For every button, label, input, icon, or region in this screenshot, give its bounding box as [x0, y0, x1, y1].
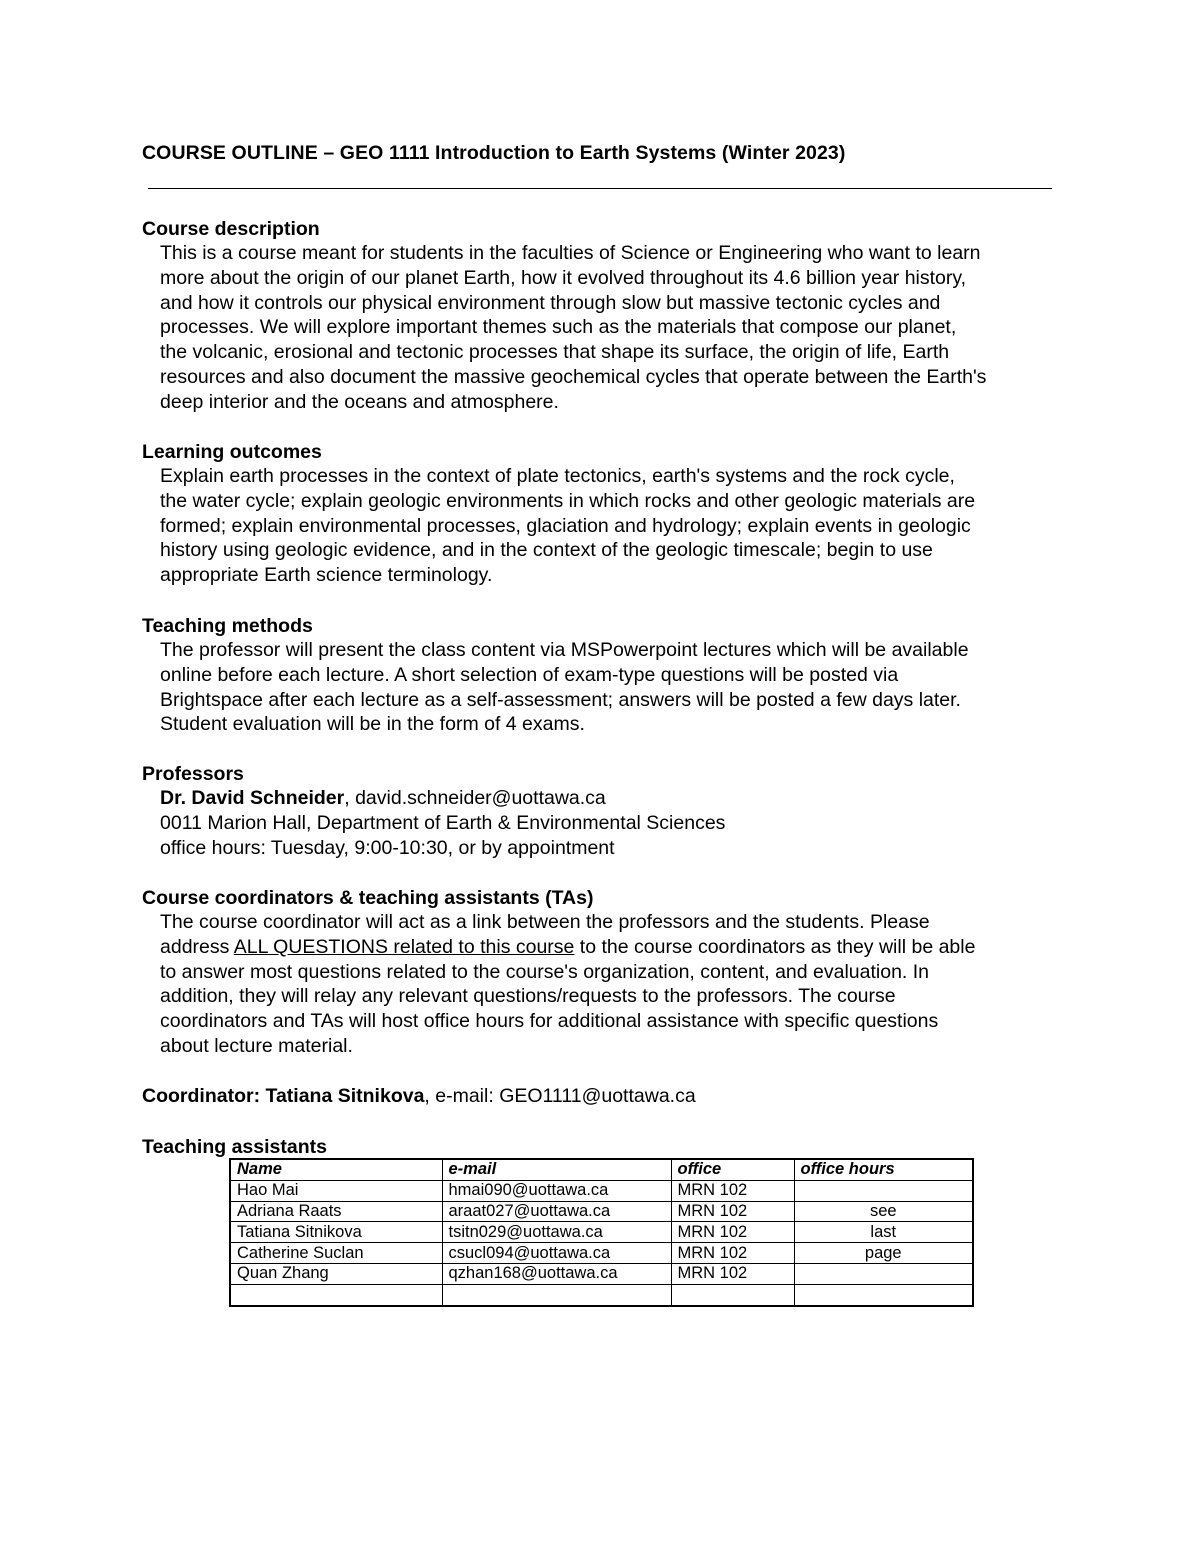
ta-email: hmai090@uottawa.ca [442, 1180, 671, 1201]
professor-email[interactable]: david.schneider@uottawa.ca [355, 787, 606, 809]
teaching-methods-heading: Teaching methods [142, 615, 313, 637]
professor-office: 0011 Marion Hall, Department of Earth & Environmental Sciences [160, 811, 726, 834]
ta-name: Adriana Raats [230, 1201, 442, 1222]
column-header-office-hours: office hours [794, 1159, 973, 1180]
coordinator-separator: , e-mail: [424, 1085, 500, 1107]
ta-name: Catherine Suclan [230, 1243, 442, 1264]
course-description-heading: Course description [142, 218, 320, 240]
ta-office-hours: page [794, 1243, 973, 1264]
ta-office-hours: last [794, 1222, 973, 1243]
professors-heading: Professors [142, 763, 244, 785]
ta-email [442, 1284, 671, 1305]
coordinators-section [142, 886, 1060, 1059]
text-line [160, 935, 1060, 960]
ta-email: qzhan168@uottawa.ca [442, 1263, 671, 1284]
professors-section [142, 762, 1060, 860]
text-line: online before each lecture. A short selection of exam-type questions will be posted via [160, 663, 899, 686]
table-row [230, 1201, 973, 1222]
text-line: the volcanic, erosional and tectonic processes that shape its surface, the origin of life, Earth [160, 341, 950, 364]
text-fragment: to the course coordinators as they will be able [574, 935, 976, 958]
table-header-row [230, 1159, 973, 1180]
text-line: resources and also document the massive geochemical cycles that operate between the Earth's [160, 365, 987, 388]
table-row [230, 1180, 973, 1201]
ta-office-hours [794, 1263, 973, 1284]
teaching-assistants-table [229, 1158, 974, 1307]
text-line: addition, they will relay any relevant questions/requests to the professors. The course [160, 985, 896, 1008]
ta-office: MRN 102 [671, 1243, 794, 1264]
text-line: processes. We will explore important themes such as the materials that compose our planet, [160, 316, 957, 339]
column-header-email: e-mail [442, 1159, 671, 1180]
teaching-assistants-section [142, 1135, 1060, 1159]
ta-office [671, 1284, 794, 1305]
text-line: appropriate Earth science terminology. [160, 564, 493, 587]
professor-name: Dr. David Schneider [160, 787, 345, 809]
text-line: Brightspace after each lecture as a self-assessment; answers will be posted a few days later. [160, 688, 961, 711]
text-line: coordinators and TAs will host office hours for additional assistance with specific questions [160, 1010, 939, 1033]
text-line: about lecture material. [160, 1034, 353, 1057]
ta-name: Tatiana Sitnikova [230, 1222, 442, 1243]
ta-office-hours [794, 1284, 973, 1305]
text-line: This is a course meant for students in the faculties of Science or Engineering who want to learn [160, 242, 981, 264]
column-header-office: office [671, 1159, 794, 1180]
coordinators-heading: Course coordinators & teaching assistants (TAs) [142, 887, 594, 909]
table-row [230, 1243, 973, 1264]
text-line: and how it controls our physical environment through slow but massive tectonic cycles and [160, 291, 941, 314]
ta-office-hours: see [794, 1201, 973, 1222]
ta-email: tsitn029@uottawa.ca [442, 1222, 671, 1243]
coordinator-email[interactable]: GEO1111@uottawa.ca [499, 1085, 696, 1107]
text-line: Explain earth processes in the context of plate tectonics, earth's systems and the rock cycle, [160, 465, 955, 487]
ta-office: MRN 102 [671, 1263, 794, 1284]
ta-name: Quan Zhang [230, 1263, 442, 1284]
course-description-section [142, 217, 1060, 415]
coordinator-line [142, 1085, 696, 1108]
professor-line [160, 786, 1060, 811]
teaching-assistants-heading: Teaching assistants [142, 1136, 327, 1158]
text-fragment: address [160, 935, 234, 958]
ta-name: Hao Mai [230, 1180, 442, 1201]
teaching-methods-text [160, 638, 1060, 737]
ta-office: MRN 102 [671, 1180, 794, 1201]
underlined-text: ALL QUESTIONS related to this course [233, 935, 575, 958]
table-row [230, 1284, 973, 1305]
coordinator-label: Coordinator: Tatiana Sitnikova [142, 1085, 425, 1107]
text-line: The course coordinator will act as a link between the professors and the students. Please [160, 911, 930, 933]
professor-email-separator: , [344, 787, 356, 809]
course-description-text [160, 241, 1060, 415]
text-line: formed; explain environmental processes, glaciation and hydrology; explain events in geologic [160, 514, 971, 537]
column-header-name: Name [230, 1159, 442, 1180]
table-row [230, 1222, 973, 1243]
ta-office: MRN 102 [671, 1201, 794, 1222]
ta-email: csucl094@uottawa.ca [442, 1243, 671, 1264]
coordinators-text [160, 910, 1060, 1059]
learning-outcomes-heading: Learning outcomes [142, 441, 322, 463]
text-line: to answer most questions related to the course's organization, content, and evaluation. In [160, 960, 930, 983]
text-line: Student evaluation will be in the form of 4 exams. [160, 713, 585, 736]
text-line: The professor will present the class content via MSPowerpoint lectures which will be available [160, 639, 969, 661]
title-divider [148, 188, 1052, 189]
learning-outcomes-text [160, 464, 1060, 588]
ta-name [230, 1284, 442, 1305]
learning-outcomes-section [142, 440, 1060, 588]
text-line: the water cycle; explain geologic environments in which rocks and other geologic materials are [160, 489, 976, 512]
table-row [230, 1263, 973, 1284]
ta-email: araat027@uottawa.ca [442, 1201, 671, 1222]
text-line: deep interior and the oceans and atmosphere. [160, 390, 559, 413]
text-line: history using geologic evidence, and in the context of the geologic timescale; begin to use [160, 539, 933, 562]
professor-hours: office hours: Tuesday, 9:00-10:30, or by appointment [160, 836, 615, 859]
professors-text [160, 786, 1060, 860]
teaching-methods-section [142, 614, 1060, 737]
ta-office-hours [794, 1180, 973, 1201]
ta-office: MRN 102 [671, 1222, 794, 1243]
text-line: more about the origin of our planet Earth, how it evolved throughout its 4.6 billion year history, [160, 266, 967, 289]
page-title: COURSE OUTLINE – GEO 1111 Introduction to Earth Systems (Winter 2023) [142, 142, 846, 164]
